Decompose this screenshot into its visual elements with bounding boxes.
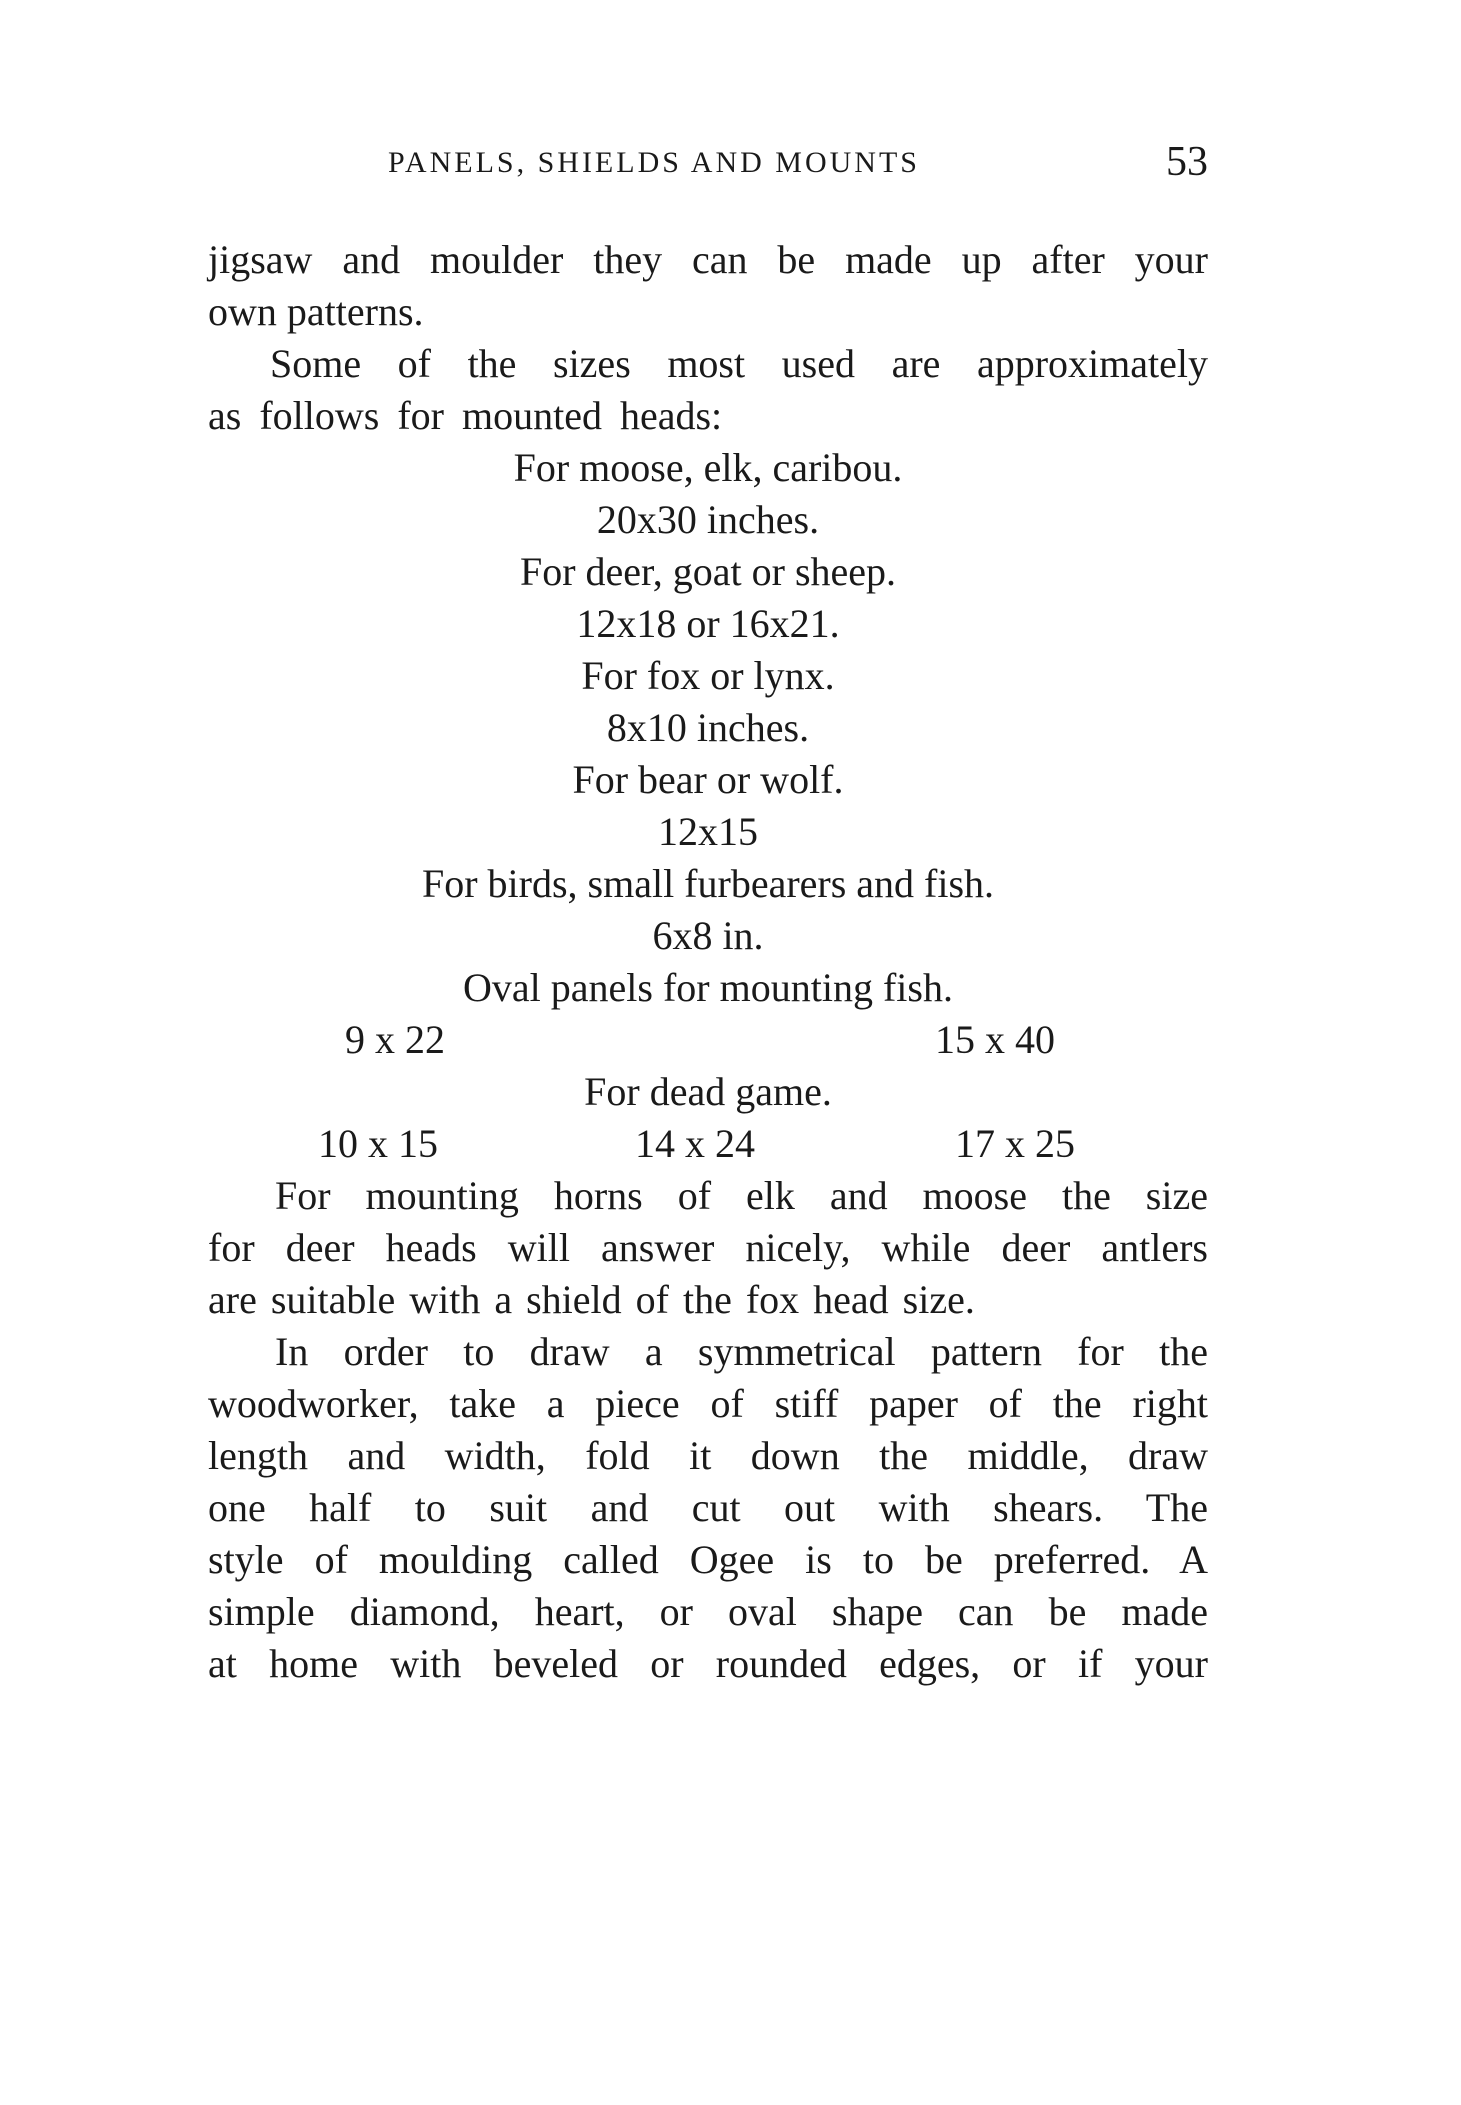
pattern-line-6: simple diamond, heart, or oval shape can be made: [208, 1589, 1208, 1634]
dead-game-size-1: 10 x 15: [318, 1121, 438, 1166]
page-number: 53: [1166, 139, 1208, 185]
sizes-intro-line-2: as follows for mounted heads:: [208, 393, 723, 438]
pattern-line-2: woodworker, take a piece of stiff paper of the right: [208, 1381, 1208, 1426]
size-label-birds: For birds, small furbearers and fish.: [421, 861, 995, 906]
horns-line-2: for deer heads will answer nicely, while deer antlers: [208, 1225, 1208, 1270]
intro-line-1: jigsaw and moulder they can be made up after your: [208, 237, 1208, 282]
dead-game-size-2: 14 x 24: [635, 1121, 755, 1166]
size-value-bear: 12x15: [658, 809, 758, 854]
size-label-bear: For bear or wolf.: [572, 757, 844, 802]
dead-game-size-3: 17 x 25: [955, 1121, 1075, 1166]
sizes-intro-line-1: Some of the sizes most used are approximately: [270, 341, 1208, 386]
oval-label: Oval panels for mounting fish.: [463, 965, 953, 1010]
size-value-moose: 20x30 inches.: [596, 497, 820, 542]
pattern-line-3: length and width, fold it down the middle, draw: [208, 1433, 1208, 1478]
size-label-fox: For fox or lynx.: [581, 653, 835, 698]
pattern-line-4: one half to suit and cut out with shears. The: [208, 1485, 1208, 1530]
running-head: PANELS, SHIELDS AND MOUNTS: [388, 146, 920, 179]
size-value-deer: 12x18 or 16x21.: [576, 601, 840, 646]
intro-line-2: own patterns.: [208, 289, 424, 334]
pattern-line-7: at home with beveled or rounded edges, or if your: [208, 1641, 1208, 1686]
size-value-birds: 6x8 in.: [652, 913, 764, 958]
page-header: [208, 138, 1208, 198]
oval-size-small: 9 x 22: [345, 1017, 445, 1062]
horns-line-3: are suitable with a shield of the fox head size.: [208, 1277, 975, 1322]
size-label-moose: For moose, elk, caribou.: [513, 445, 903, 490]
pattern-line-1: In order to draw a symmetrical pattern for the: [275, 1329, 1208, 1374]
horns-line-1: For mounting horns of elk and moose the size: [275, 1173, 1208, 1218]
dead-game-label: For dead game.: [584, 1069, 832, 1114]
pattern-line-5: style of moulding called Ogee is to be preferred. A: [208, 1537, 1208, 1582]
size-label-deer: For deer, goat or sheep.: [519, 549, 897, 594]
size-value-fox: 8x10 inches.: [606, 705, 810, 750]
oval-size-large: 15 x 40: [935, 1017, 1055, 1062]
